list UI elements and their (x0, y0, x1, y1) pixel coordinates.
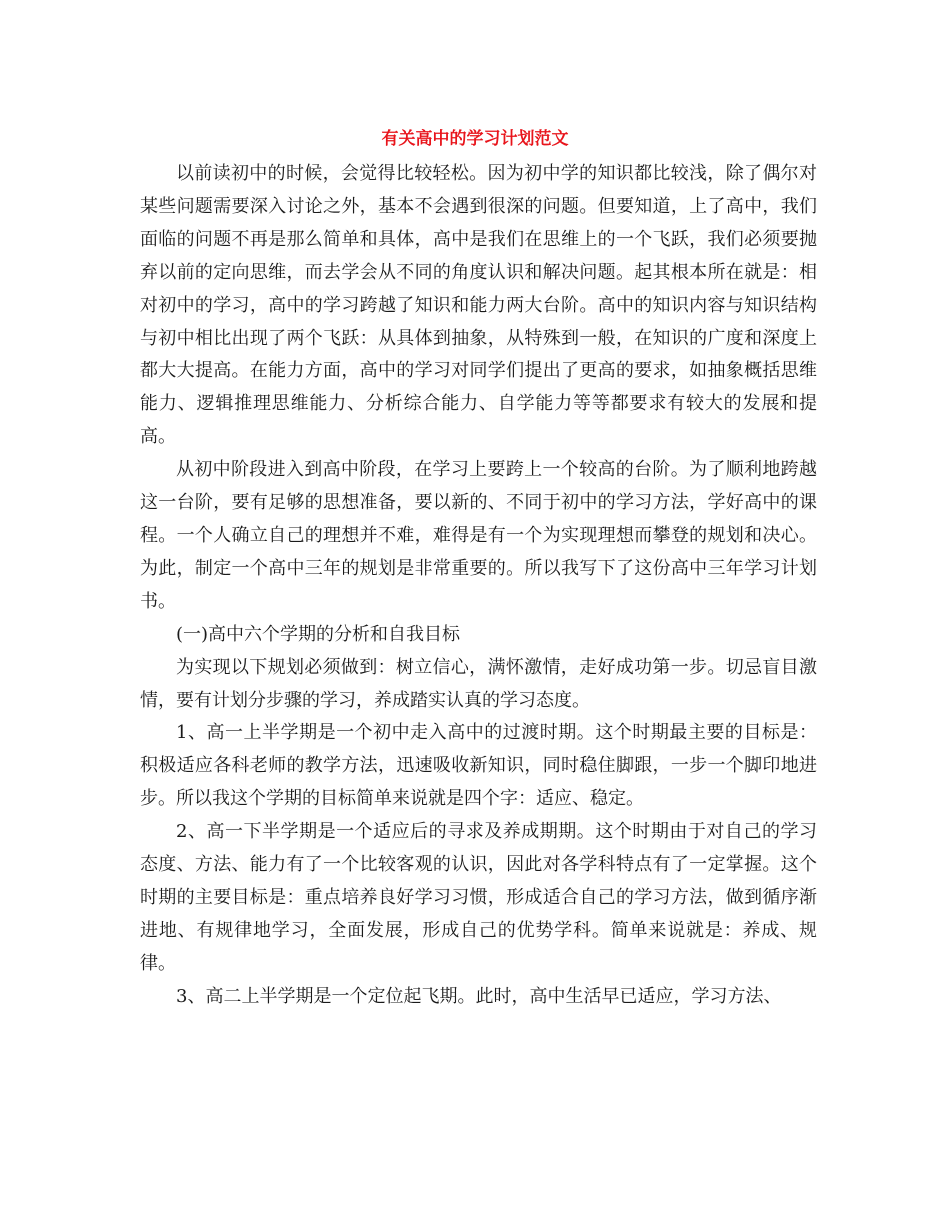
document-body (140, 158, 817, 1014)
paragraph-grade10-first-half: 1、高一上半学期是一个初中走入高中的过渡时期。这个时期最主要的目标是：积极适应各科老师的教学方法，迅速吸收新知识，同时稳住脚跟，一步一个脚印地进步。所以我这个学期的目标简单来说就是四个字：适应、稳定。 (140, 722, 817, 810)
paragraph-requirements: 为实现以下规划必须做到：树立信心，满怀激情，走好成功第一步。切忌盲目激情，要有计划分步骤的学习，养成踏实认真的学习态度。 (140, 656, 817, 711)
document-title: 有关高中的学习计划范文 (381, 129, 569, 149)
paragraph-intro: 以前读初中的时候，会觉得比较轻松。因为初中学的知识都比较浅，除了偶尔对某些问题需要深入讨论之外，基本不会遇到很深的问题。但要知道，上了高中，我们面临的问题不再是那么简单和具体，高中是我们在思维上的一个飞跃，我们必须要抛弃以前的定向思维，而去学会从不同的角度认识和解决问题。起其根本所在就是：相对初中的学习，高中的学习跨越了知识和能力两大台阶。高中的知识内容与知识结构与初中相比出现了两个飞跃：从具体到抽象，从特殊到一般，在知识的广度和深度上都大大提高。在能力方面，高中的学习对同学们提出了更高的要求，如抽象概括思维能力、逻辑推理思维能力、分析综合能力、自学能力等等都要求有较大的发展和提高。 (140, 163, 817, 448)
paragraph-grade10-second-half: 2、高一下半学期是一个适应后的寻求及养成期期。这个时期由于对自己的学习态度、方法、能力有了一个比较客观的认识，因此对各学科特点有了一定掌握。这个时期的主要目标是：重点培养良好学习习惯，形成适合自己的学习方法，做到循序渐进地、有规律地学习，全面发展，形成自己的优势学科。简单来说就是：养成、规律。 (140, 821, 817, 974)
paragraph-grade11-first-half: 3、高二上半学期是一个定位起飞期。此时，高中生活早已适应，学习方法、 (176, 985, 782, 1007)
section-heading-semester-analysis: (一)高中六个学期的分析和自我目标 (176, 623, 461, 645)
paragraph-transition: 从初中阶段进入到高中阶段，在学习上要跨上一个较高的台阶。为了顺利地跨越这一台阶，要有足够的思想准备，要以新的、不同于初中的学习方法，学好高中的课程。一个人确立自己的理想并不难，难得是有一个为实现理想而攀登的规划和决心。为此，制定一个高中三年的规划是非常重要的。所以我写下了这份高中三年学习计划书。 (140, 459, 817, 612)
